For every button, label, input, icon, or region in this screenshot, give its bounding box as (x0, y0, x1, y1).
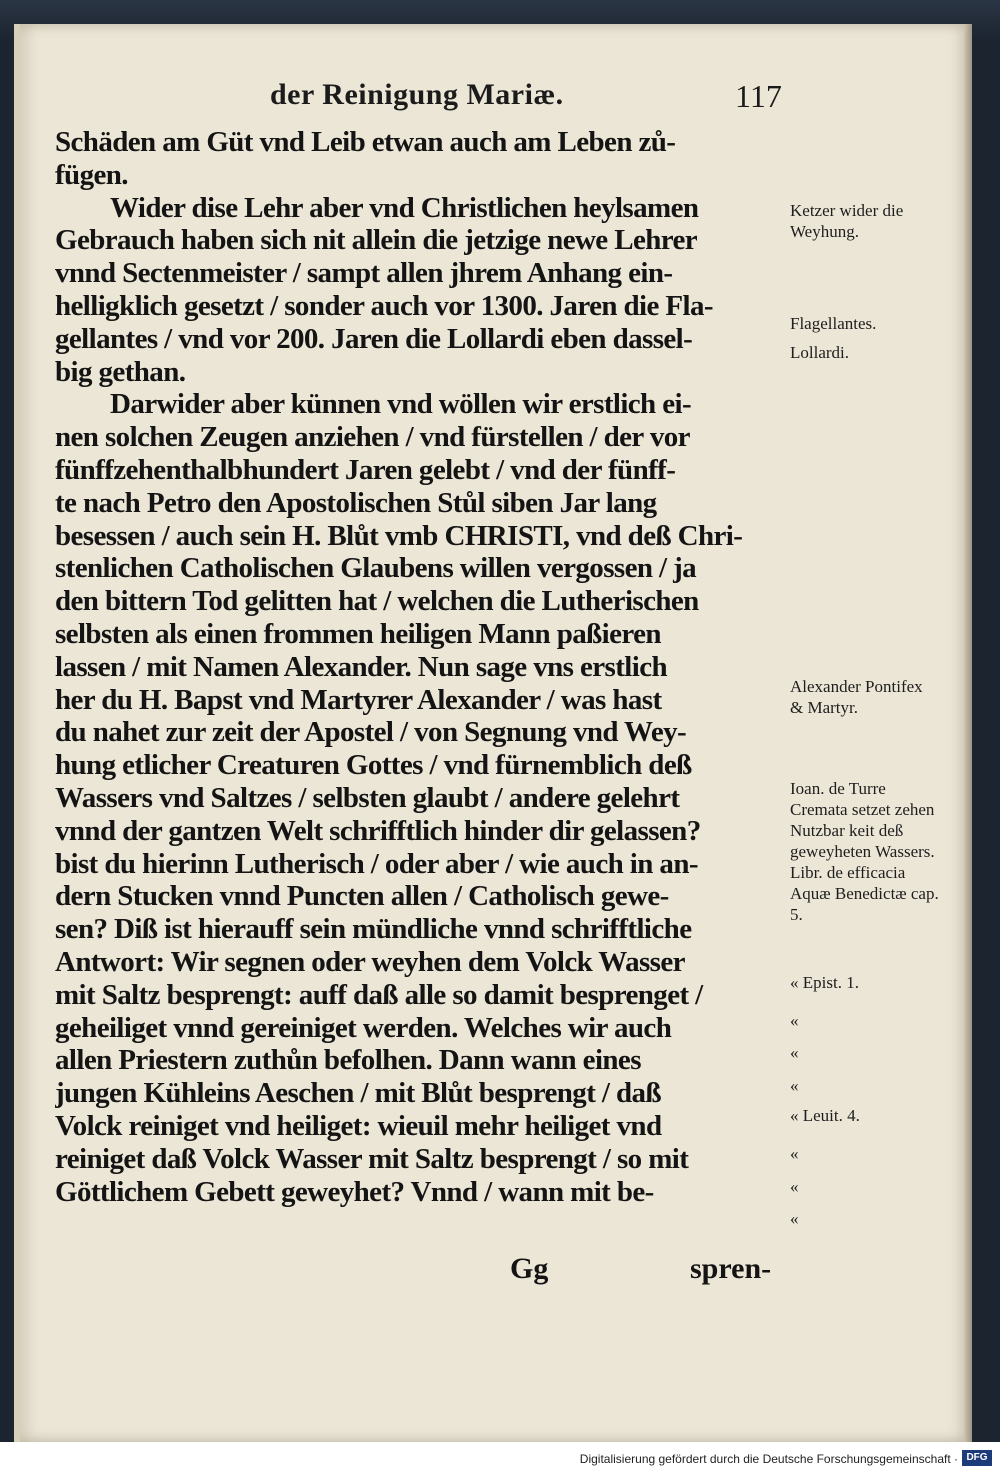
dfg-logo-icon: DFG (962, 1450, 992, 1466)
page-edge (964, 24, 972, 1442)
text-line: big gethan. (55, 355, 186, 388)
text-line: gellantes / vnd vor 200. Jaren die Lollardi eben dassel‐ (55, 322, 693, 355)
text-line: besessen / auch sein H. Blůt vmb CHRISTI, vnd deß Chri‐ (55, 519, 743, 552)
text-line: Gebrauch haben sich nit allein die jetzige newe Lehrer (55, 224, 698, 257)
text-line: vnnd Sectenmeister / sampt allen jhrem Anhang ein‐ (55, 257, 673, 290)
text-line: bist du hierinn Lutherisch / oder aber / wie auch in an‐ (55, 847, 698, 880)
running-head: der Reinigung Mariæ. (270, 78, 564, 111)
text-line: nen solchen Zeugen anziehen / vnd fürstellen / der vor (55, 421, 690, 454)
signature-mark: Gg (510, 1252, 549, 1285)
text-line: geheiliget vnnd gereiniget werden. Welches wir auch (55, 1011, 672, 1044)
text-line: selbsten als einen frommen heiligen Mann paßieren (55, 617, 661, 650)
margin-note: « Leuit. 4. (790, 1106, 860, 1125)
text-line: hung etlicher Creaturen Gottes / vnd fürnemblich deß (55, 749, 692, 782)
margin-note: Flagellantes. (790, 314, 877, 333)
margin-note: « (790, 1076, 799, 1095)
text-line: Göttlichem Gebett geweyhet? Vnnd / wann mit be‐ (55, 1175, 654, 1208)
text-line: lassen / mit Namen Alexander. Nun sage vns erstlich (55, 650, 667, 683)
text-line: te nach Petro den Apostolischen Stůl siben Jar lang (55, 486, 657, 519)
text-line: Darwider aber künnen vnd wöllen wir erstlich ei‐ (110, 388, 692, 421)
text-line: Volck reiniget vnd heiliget: wieuil mehr heiliget vnd (55, 1109, 662, 1142)
text-line: helligklich gesetzt / sonder auch vor 1300. Jaren die Fla‐ (55, 289, 713, 322)
text-line: mit Saltz besprengt: auff daß alle so damit besprenget / (55, 978, 703, 1011)
text-line: Antwort: Wir segnen oder weyhen dem Volck Wasser (55, 945, 685, 978)
page-number: 117 (735, 78, 782, 114)
text-line: her du H. Bapst vnd Martyrer Alexander / was hast (55, 683, 662, 716)
margin-note: « (790, 1043, 799, 1062)
margin-note: « (790, 1177, 799, 1196)
margin-note: « (790, 1011, 799, 1030)
funding-credit: Digitalisierung gefördert durch die Deutsche Forschungsgemeinschaft · (579, 1452, 958, 1466)
catchword: spren‐ (690, 1252, 772, 1285)
margin-note: Alexander Pontifex & Martyr. (790, 677, 923, 717)
text-line: dern Stucken vnnd Puncten allen / Catholisch gewe‐ (55, 880, 669, 913)
text-line: fügen. (55, 158, 128, 191)
margin-note: « (790, 1209, 799, 1228)
text-line: reiniget daß Volck Wasser mit Saltz besprengt / so mit (55, 1142, 689, 1175)
text-line: Wider dise Lehr aber vnd Christlichen heylsamen (110, 191, 699, 224)
text-line: vnnd der gantzen Welt schrifftlich hinder dir gelassen? (55, 814, 701, 847)
margin-note: « Epist. 1. (790, 973, 859, 992)
margin-note: « (790, 1144, 799, 1163)
text-line: du nahet zur zeit der Apostel / von Segnung vnd Wey‐ (55, 716, 687, 749)
margin-note: Ioan. de Turre Cremata setzet zehen Nutzbar keit deß geweyheten Wassers. Libr. de efficacia Aquæ Benedictæ cap. 5. (790, 779, 939, 924)
text-line: jungen Kühleins Aeschen / mit Blůt besprengt / daß (55, 1077, 661, 1110)
body-text (55, 126, 775, 1208)
margin-note: Ketzer wider die Weyhung. (790, 201, 904, 241)
text-line: fünffzehenthalbhundert Jaren gelebt / vnd der fünff‐ (55, 453, 676, 486)
text-line: allen Priestern zuthůn befolhen. Dann wann eines (55, 1044, 641, 1077)
text-line: sen? Diß ist hierauff sein mündliche vnnd schrifftliche (55, 913, 692, 946)
text-line: Schäden am Güt vnd Leib etwan auch am Leben zů‐ (55, 126, 676, 158)
margin-note: Lollardi. (790, 343, 850, 362)
text-line: stenlichen Catholischen Glaubens willen vergossen / ja (55, 552, 697, 585)
text-line: den bittern Tod gelitten hat / welchen die Lutherischen (55, 585, 699, 618)
text-line: Wassers vnd Saltzes / selbsten glaubt / andere gelehrt (55, 781, 680, 814)
